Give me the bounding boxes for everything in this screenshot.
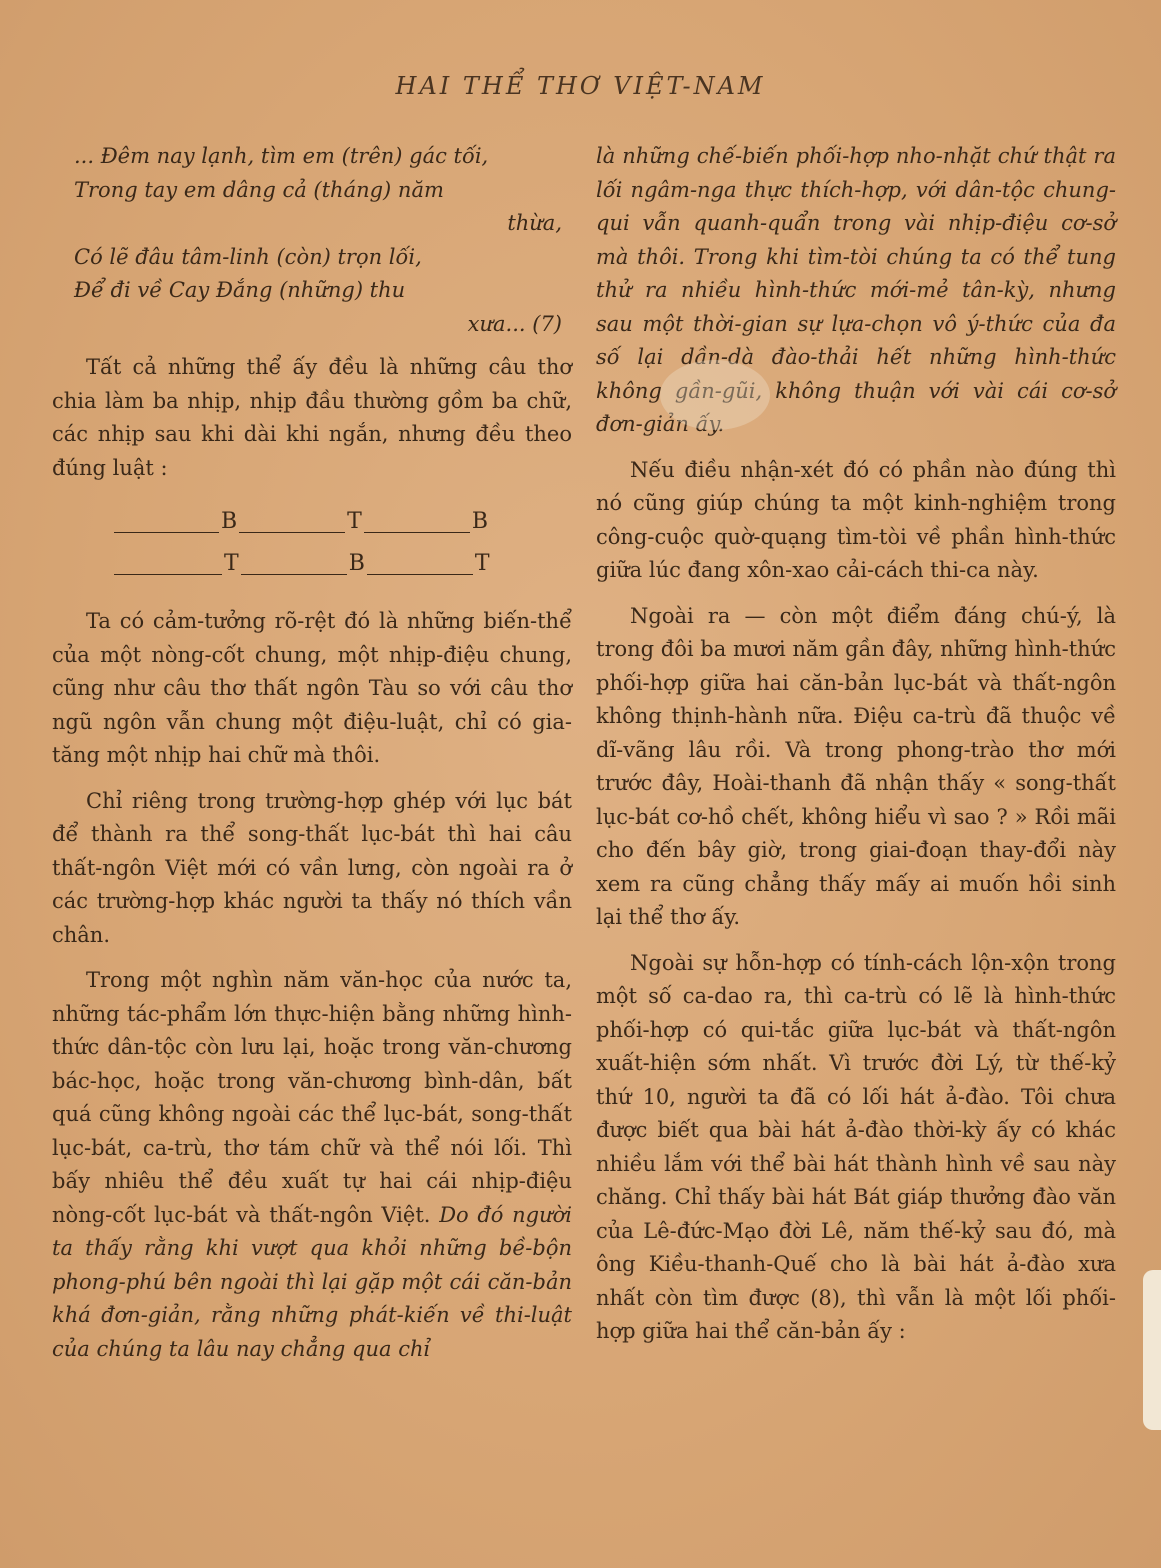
paragraph: Ngoài ra — còn một điểm đáng chú-ý, là trong đôi ba mươi năm gần đây, những hình-thức phối-hợp giữa hai căn-bản lục-bát và thất-ngôn không thịnh-hành nữa. Điệu ca-trù đã thuộc về dĩ-vãng lâu rồi. Và trong phong-trào thơ mới trước đây, Hoài-thanh đã nhận thấy « song-thất lục-bát cơ-hồ chết, không hiểu vì sao ? » Rồi mãi cho đến bây giờ, trong giai-đoạn thay-đổi này xem ra cũng chẳng thấy mấy ai muốn hồi sinh lại thể thơ ấy. bbox=[596, 603, 1116, 929]
tone-mark: T bbox=[224, 551, 239, 576]
tone-scheme-row bbox=[114, 553, 572, 575]
poem-line: Để đi về Cay Đắng (những) thu bbox=[74, 278, 406, 302]
paragraph bbox=[52, 964, 572, 1366]
page-edge-tear bbox=[1143, 1270, 1161, 1430]
blank-line bbox=[114, 558, 222, 575]
poem-line-continuation: thừa, bbox=[507, 211, 562, 235]
paragraph: Ngoài sự hỗn-hợp có tính-cách lộn-xộn trong một số ca-dao ra, thì ca-trù có lẽ là hình-thức phối-hợp có qui-tắc giữa lục-bát và thất-ngôn xuất-hiện sớm nhất. Vì trước đời Lý, từ thế-kỷ thứ 10, người ta đã có lối hát ả-đào. Tôi chưa được biết qua bài hát ả-đào thời-kỳ ấy có khác nhiều lắm với thể bài hát thành hình về sau này chăng. Chỉ thấy bài hát Bát giáp thưởng đào văn của Lê-đức-Mạo đời Lê, năm thế-kỷ sau đó, mà ông Kiều-thanh-Quế cho là bài hát ả-đào xưa nhất còn tìm được (8), thì vẫn là một lối phối-hợp giữa hai thể căn-bản ấy : bbox=[596, 950, 1116, 1343]
right-column bbox=[596, 140, 1116, 1568]
tone-mark: T bbox=[474, 551, 490, 576]
running-title: HAI THỂ THƠ VIỆT-NAM bbox=[395, 72, 766, 100]
poem-line: Có lẽ đâu tâm-linh (còn) trọn lối, bbox=[74, 244, 422, 269]
poem-line: ... Đêm nay lạnh, tìm em (trên) gác tối, bbox=[74, 144, 489, 168]
paragraph: Tất cả những thể ấy đều là những câu thơ chia làm ba nhịp, nhịp đầu thường gồm ba chữ, các nhịp sau khi dài khi ngắn, nhưng đều theo đúng luật : bbox=[52, 355, 572, 480]
tone-scheme bbox=[52, 511, 572, 575]
blank-line bbox=[241, 558, 347, 575]
paragraph-italic-text: Do đó người ta thấy rằng khi vượt qua khỏi những bề-bộn phong-phú bên ngoài thì lại gặp một cái căn-bản khá đơn-giản, rằng những phát-kiến về thi-luật của chúng ta lâu nay chẳng qua chỉ bbox=[52, 1202, 572, 1361]
poem-line: Trong tay em dâng cả (tháng) năm bbox=[74, 177, 444, 202]
left-column bbox=[52, 140, 572, 1568]
blank-line bbox=[114, 516, 219, 533]
paragraph-continued: là những chế-biến phối-hợp nho-nhặt chứ thật ra lối ngâm-nga thực thích-hợp, với dân-tộc chung-qui vẫn quanh-quẩn trong vài nhịp-điệu cơ-sở mà thôi. Trong khi tìm-tòi chúng ta có thể tung thử ra nhiều hình-thức mới-mẻ tân-kỳ, nhưng sau một thời-gian sự lựa-chọn vô ý-thức của đa số lại dần-dà đào-thải hết những hình-thức không gần-gũi, không thuận với vài cái cơ-sở đơn-giản ấy. bbox=[596, 144, 1116, 436]
paragraph: Chỉ riêng trong trường-hợp ghép với lục bát để thành ra thể song-thất lục-bát thì hai câu thất-ngôn Việt mới có vần lưng, còn ngoài ra ở các trường-hợp khác người ta thấy nó thích vần chân. bbox=[52, 788, 572, 947]
tone-scheme-row bbox=[114, 511, 572, 533]
paragraph-text: Trong một nghìn năm văn-học của nước ta, những tác-phẩm lớn thực-hiện bằng những hình-thức dân-tộc còn lưu lại, hoặc trong văn-chương bác-học, hoặc trong văn-chương bình-dân, bất quá cũng không ngoài các thể lục-bát, song-thất lục-bát, ca-trù, thơ tám chữ và thể nói lối. Thì bấy nhiêu thể đều xuất tự hai cái nhịp-điệu nòng-cốt lục-bát và thất-ngôn Việt. bbox=[52, 968, 572, 1227]
tone-mark: T bbox=[347, 509, 362, 534]
blank-line bbox=[364, 516, 470, 533]
paper-stain bbox=[660, 360, 770, 430]
poem-excerpt bbox=[74, 140, 572, 341]
paragraph: Ta có cảm-tưởng rõ-rệt đó là những biến-thể của một nòng-cốt chung, một nhịp-điệu chung, cũng như câu thơ thất ngôn Tàu so với câu thơ ngũ ngôn vẫn chung một điệu-luật, chỉ có gia-tăng một nhịp hai chữ mà thôi. bbox=[52, 609, 572, 767]
tone-mark: B bbox=[471, 509, 489, 534]
tone-mark: B bbox=[348, 551, 365, 576]
poem-line-continuation: xưa... (7) bbox=[467, 311, 562, 336]
blank-line bbox=[367, 558, 473, 575]
paragraph: Nếu điều nhận-xét đó có phần nào đúng thì nó cũng giúp chúng ta một kinh-nghiệm trong công-cuộc quờ-quạng tìm-tòi về phần hình-thức giữa lúc đang xôn-xao cải-cách thi-ca này. bbox=[596, 457, 1116, 582]
blank-line bbox=[239, 516, 345, 533]
tone-mark: B bbox=[221, 509, 238, 534]
